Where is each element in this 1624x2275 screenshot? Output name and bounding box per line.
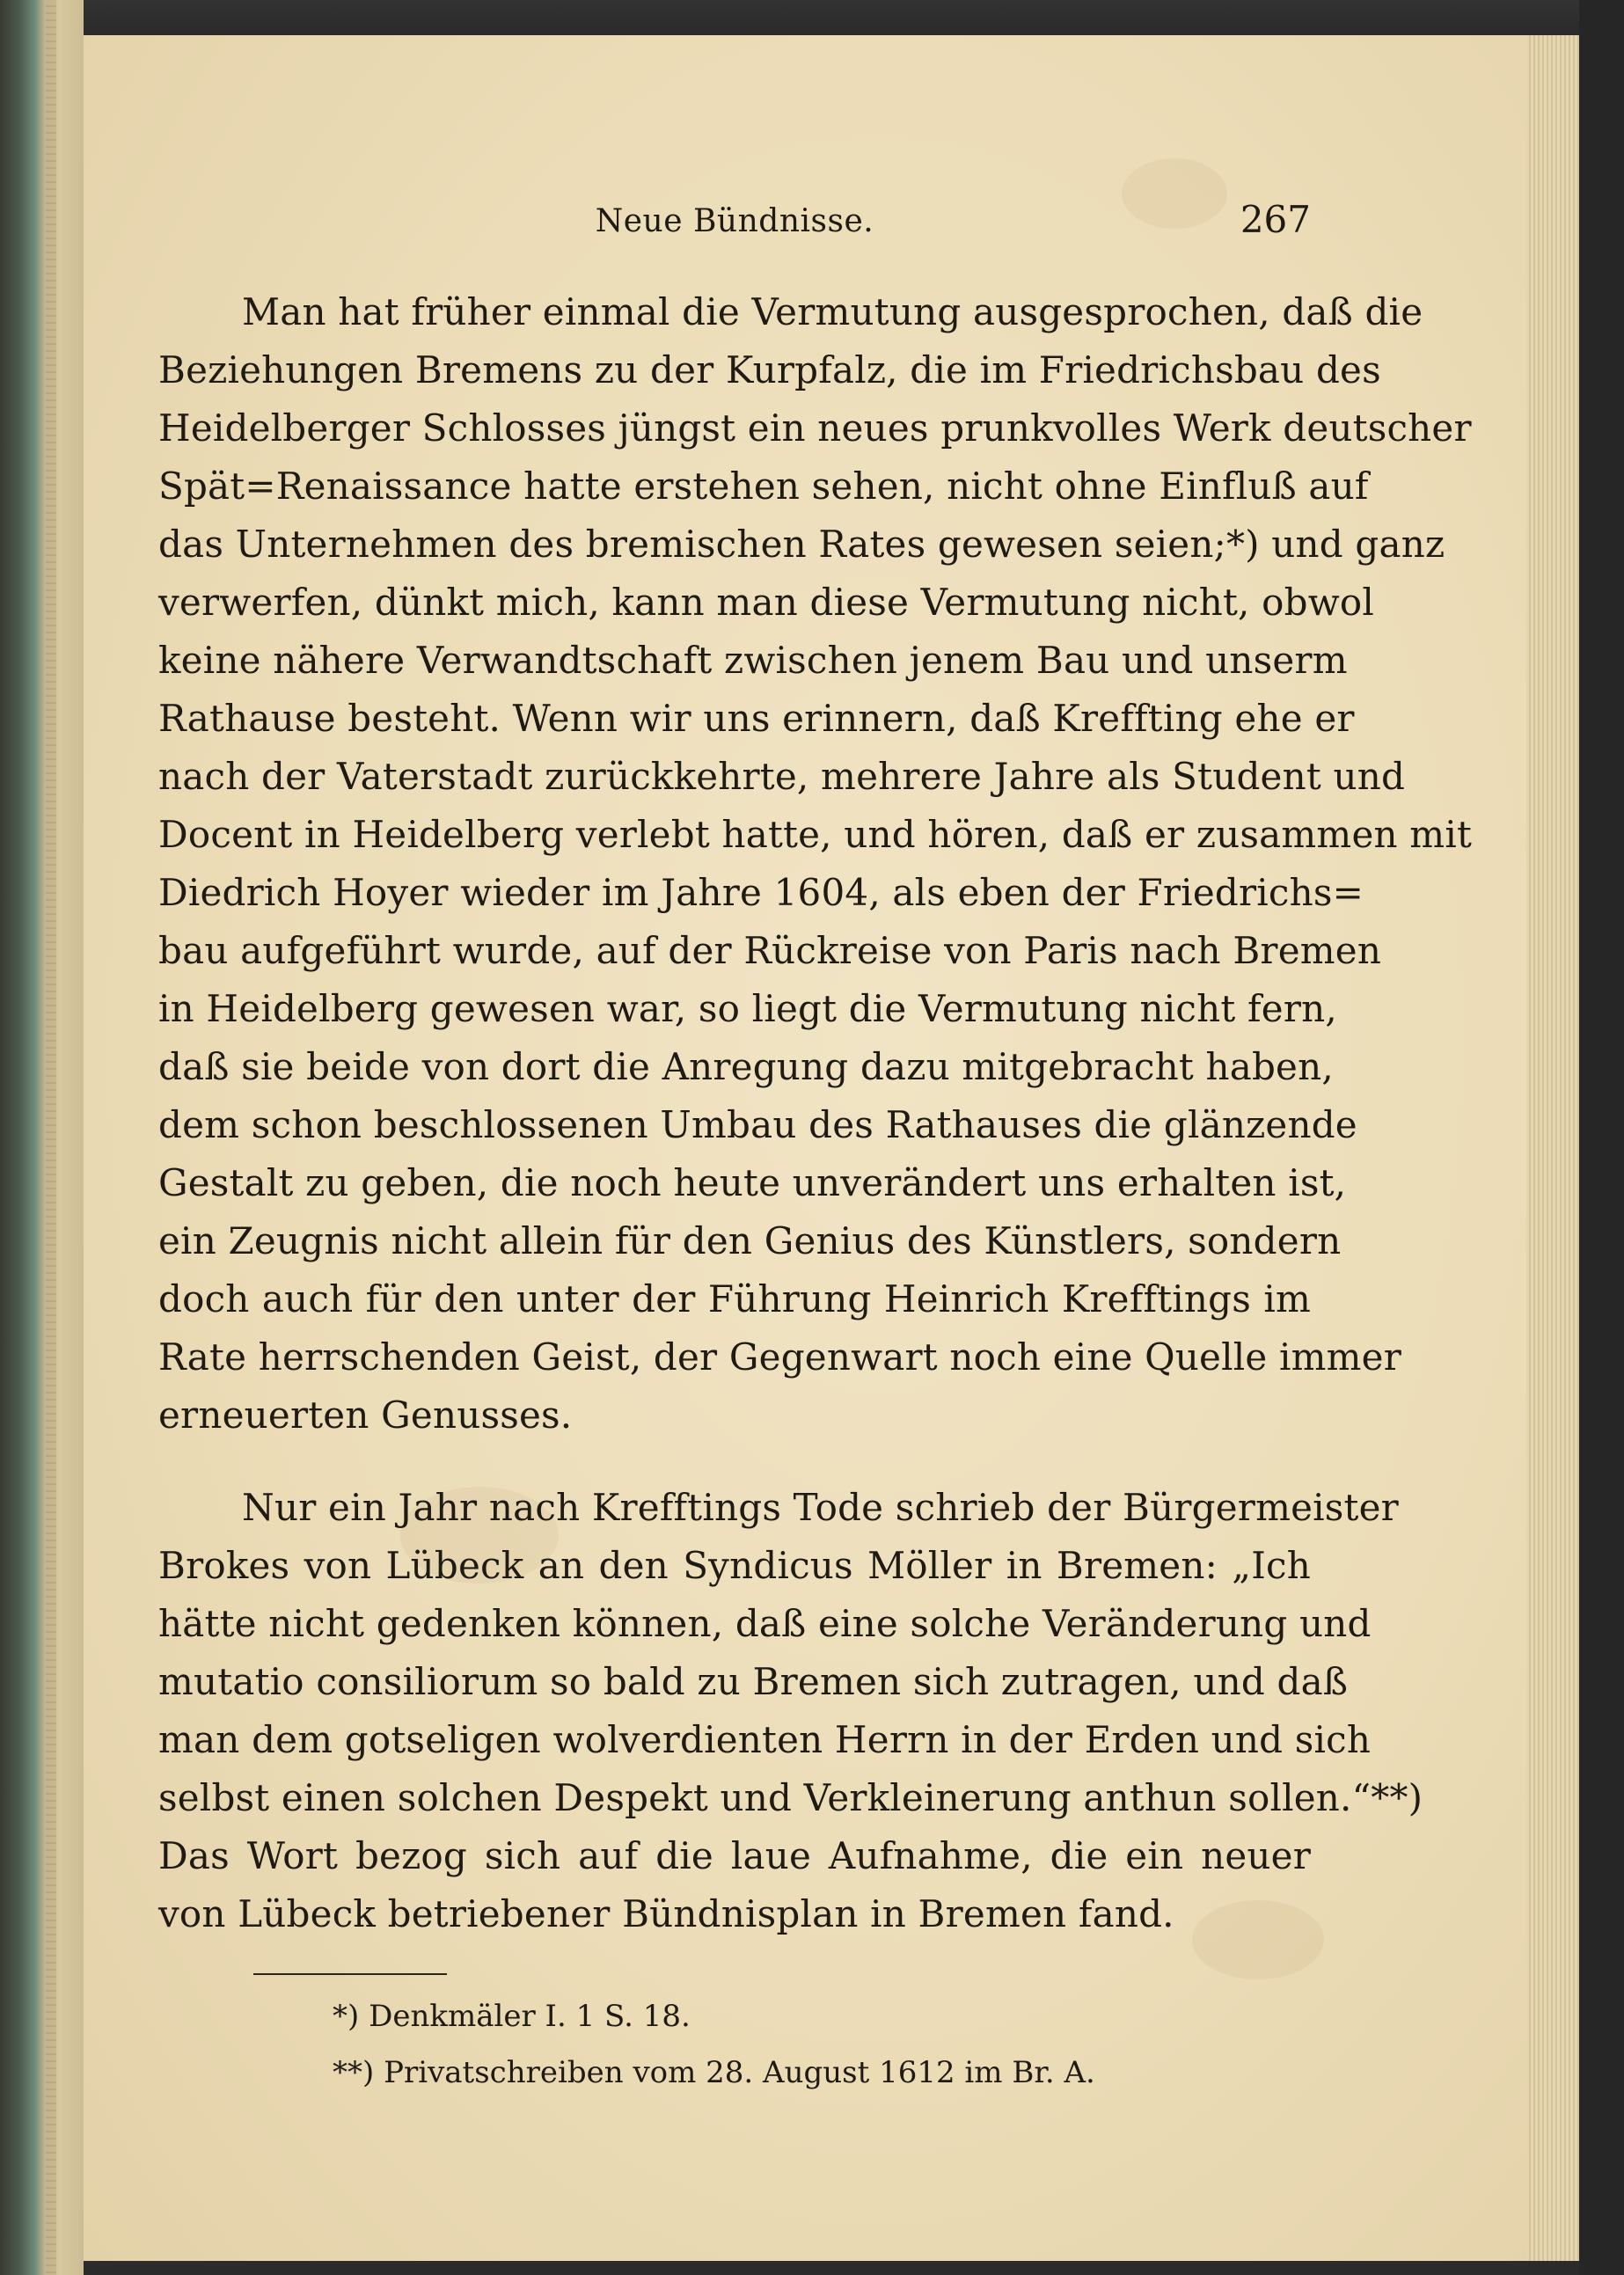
book-cover-right <box>1579 0 1624 2275</box>
text-line: Das Wort bezog sich auf die laue Aufnahme, die ein neuer <box>158 1834 1311 1877</box>
text-line: mutatio consiliorum so bald zu Bremen sich zutragen, und daß <box>158 1660 1349 1703</box>
page-number: 267 <box>1240 198 1311 241</box>
text-line: doch auch für den unter der Führung Heinrich Krefftings im <box>158 1277 1311 1320</box>
page-fore-edge <box>1526 35 1579 2261</box>
text-line: dem schon beschlossenen Umbau des Rathauses die glänzende <box>158 1103 1357 1146</box>
text-line: bau aufgeführt wurde, auf der Rückreise von Paris nach Bremen <box>158 929 1382 972</box>
text-line: ein Zeugnis nicht allein für den Genius des Künstlers, sondern <box>158 1219 1342 1262</box>
text-line: hätte nicht gedenken können, daß eine solche Veränderung und <box>158 1602 1372 1645</box>
footnote-rule <box>253 1973 447 1975</box>
text-line: keine nähere Verwandtschaft zwischen jenem Bau und unserm <box>158 639 1348 682</box>
text-line: Rathause besteht. Wenn wir uns erinnern, daß Kreffting ehe er <box>158 697 1355 740</box>
text-line: Beziehungen Bremens zu der Kurpfalz, die im Friedrichsbau des <box>158 348 1381 391</box>
book-cover-top <box>84 0 1624 35</box>
text-line: von Lübeck betriebener Bündnisplan in Bremen fand. <box>158 1892 1174 1935</box>
text-line: man dem gotseligen wolverdienten Herrn in der Erden und sich <box>158 1718 1372 1761</box>
text-line: in Heidelberg gewesen war, so liegt die Vermutung nicht fern, <box>158 987 1337 1030</box>
paragraph-2 <box>158 1479 1423 1943</box>
text-line: nach der Vaterstadt zurückkehrte, mehrere Jahre als Student und <box>158 755 1406 798</box>
running-title: Neue Bündnisse. <box>595 203 874 239</box>
text-line: daß sie beide von dort die Anregung dazu mitgebracht haben, <box>158 1045 1334 1088</box>
text-line: Heidelberger Schlosses jüngst ein neues prunkvolles Werk deutscher <box>158 406 1472 450</box>
left-binding-edge <box>0 0 84 2275</box>
text-line: Rate herrschenden Geist, der Gegenwart noch eine Quelle immer <box>158 1335 1402 1379</box>
text-line: Spät=Renaissance hatte erstehen sehen, nicht ohne Einfluß auf <box>158 465 1369 508</box>
footnote-2: **) Privatschreiben vom 28. August 1612 im Br. A. <box>333 2055 1095 2090</box>
text-line: Man hat früher einmal die Vermutung ausgesprochen, daß die <box>242 290 1423 333</box>
page-header <box>158 198 1311 244</box>
paragraph-1 <box>158 283 1473 1445</box>
text-line: Diedrich Hoyer wieder im Jahre 1604, als eben der Friedrichs= <box>158 871 1364 914</box>
footnote-1: *) Denkmäler I. 1 S. 18. <box>333 1999 691 2034</box>
text-line: Docent in Heidelberg verlebt hatte, und hören, daß er zusammen mit <box>158 813 1473 856</box>
text-line: Nur ein Jahr nach Krefftings Tode schrieb der Bürgermeister <box>242 1486 1399 1529</box>
binding-stitch <box>46 0 56 2275</box>
text-line: Brokes von Lübeck an den Syndicus Möller in Bremen: „Ich <box>158 1544 1311 1587</box>
text-line: das Unternehmen des bremischen Rates gewesen seien;*) und ganz <box>158 523 1445 566</box>
text-line: Gestalt zu geben, die noch heute unverändert uns erhalten ist, <box>158 1161 1347 1204</box>
text-line: selbst einen solchen Despekt und Verkleinerung anthun sollen.“**) <box>158 1776 1423 1819</box>
text-line: verwerfen, dünkt mich, kann man diese Vermutung nicht, obwol <box>158 581 1375 624</box>
text-line: erneuerten Genusses. <box>158 1394 573 1437</box>
